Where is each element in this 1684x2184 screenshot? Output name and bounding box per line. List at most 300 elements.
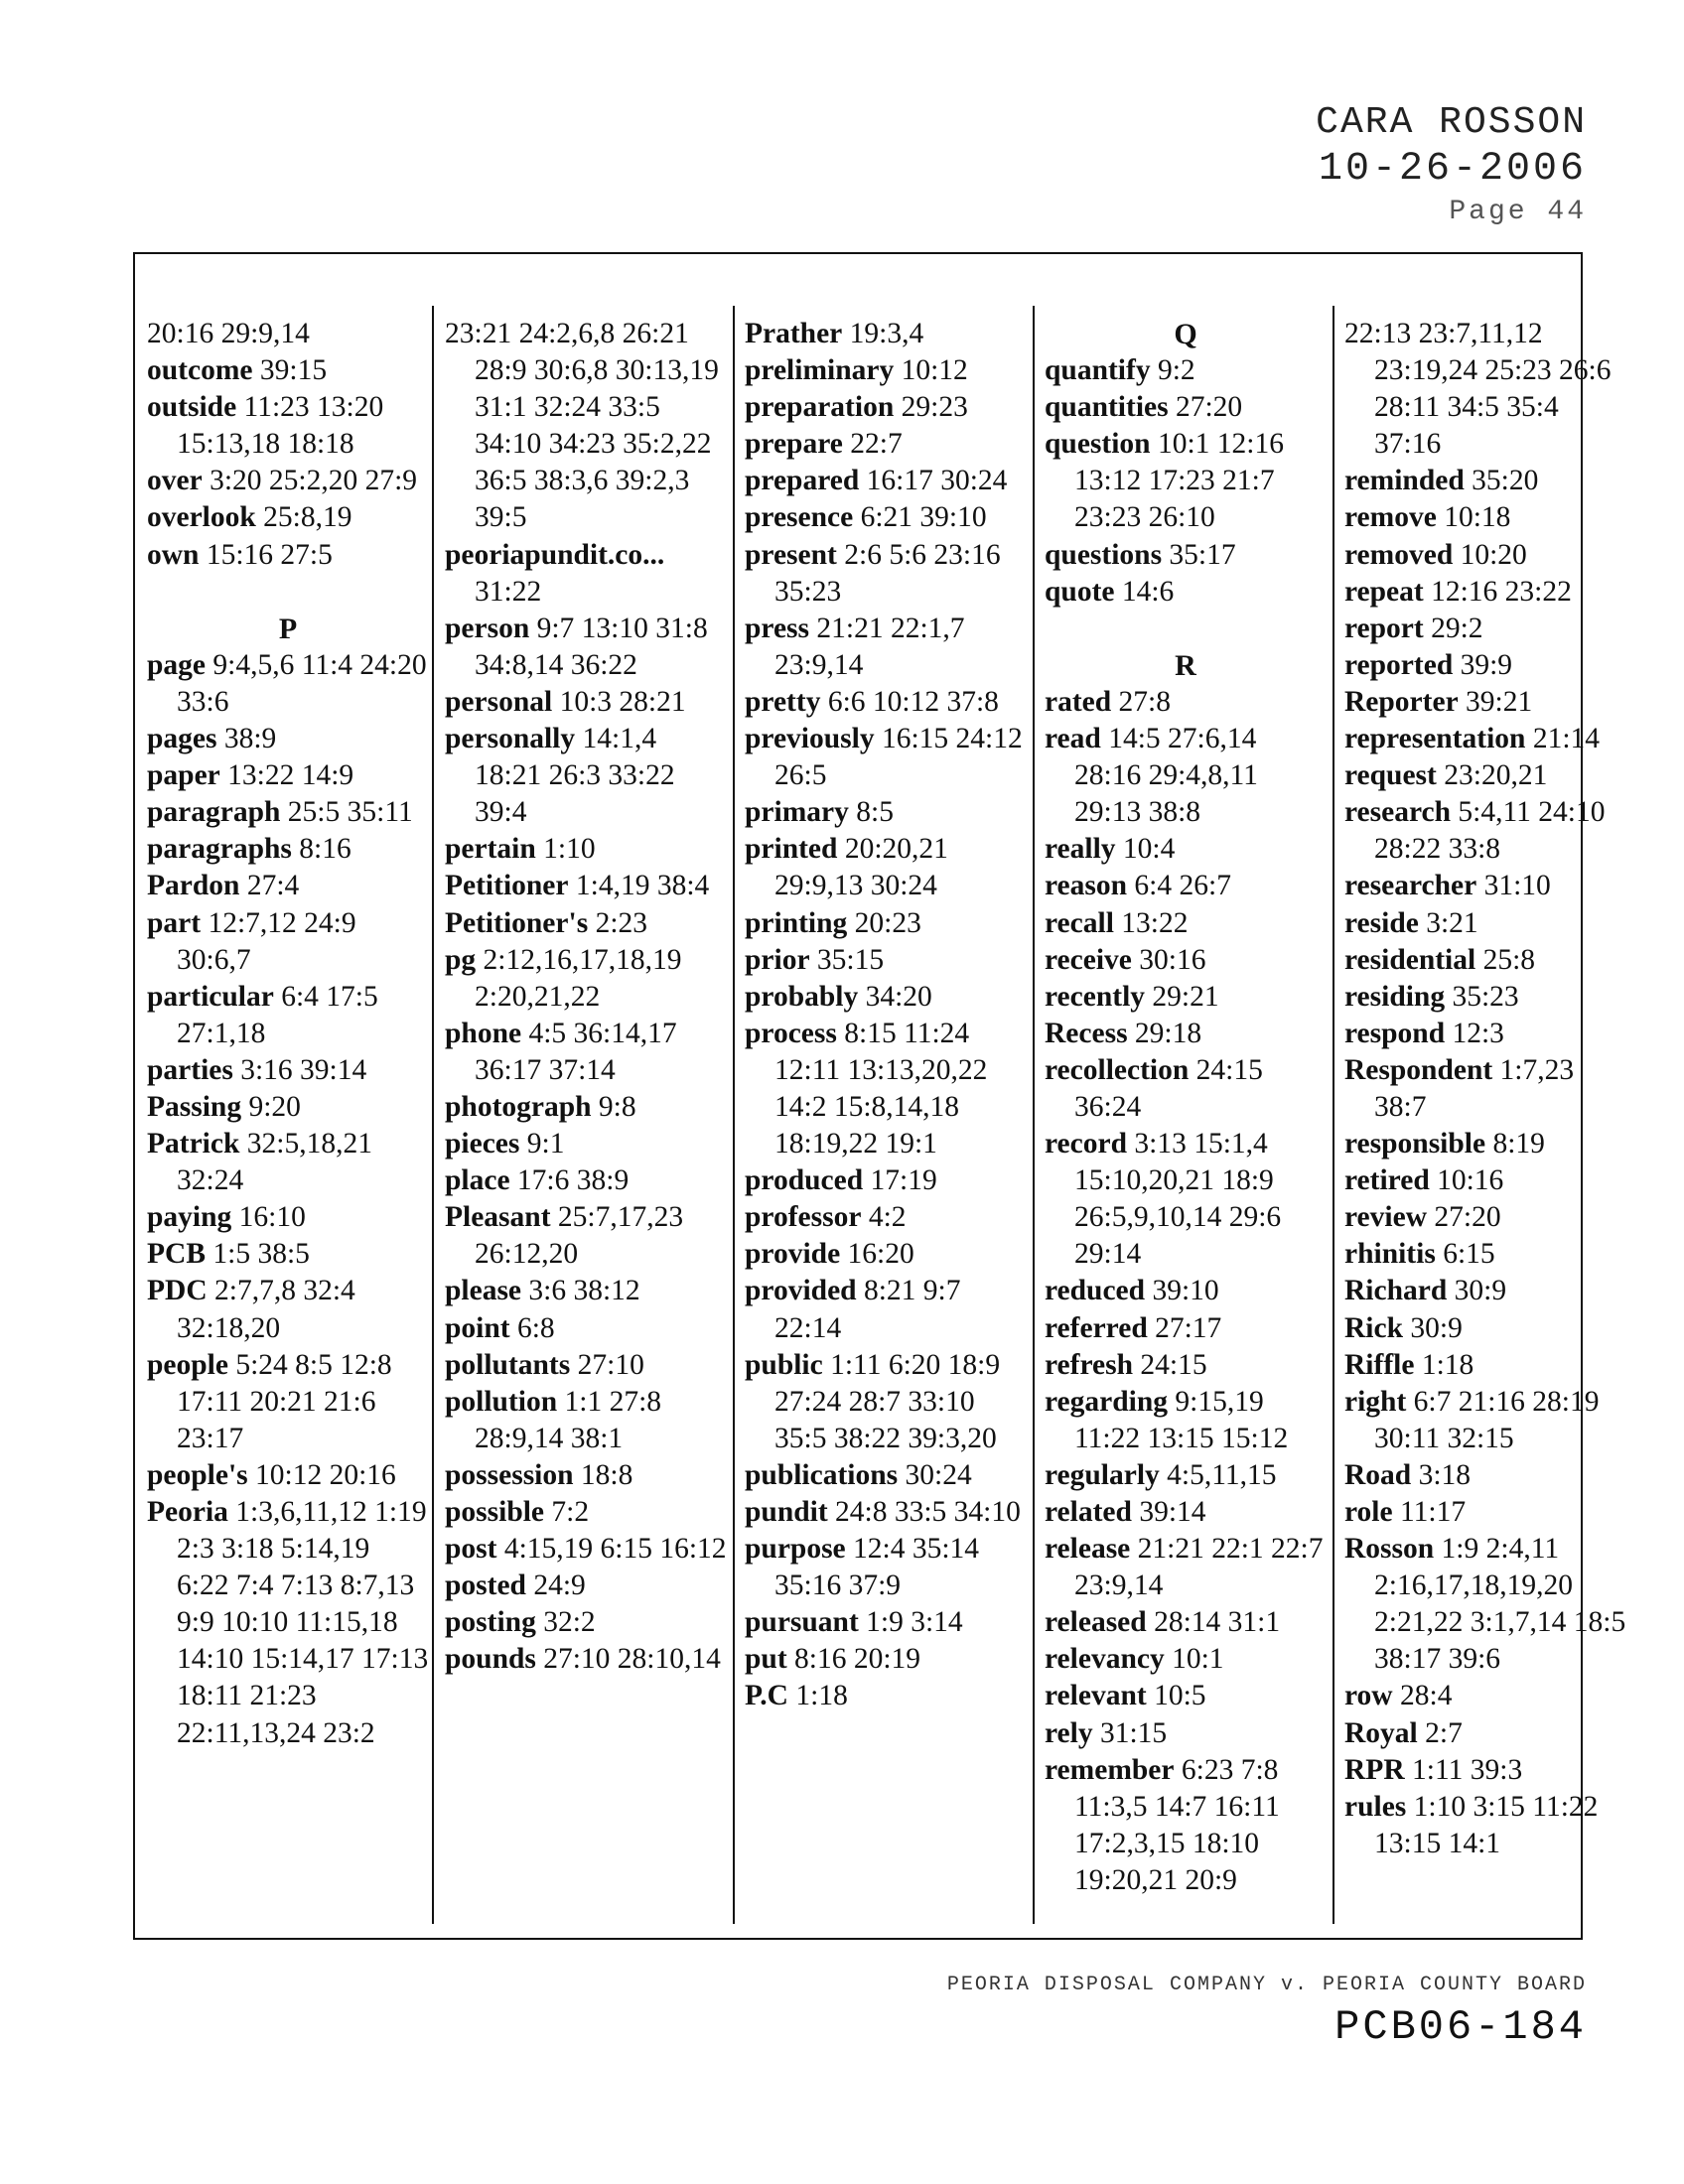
index-entry [147, 463, 429, 499]
page-line-refs: 38:9 [223, 723, 277, 755]
index-entry [445, 1347, 727, 1384]
index-column-3 [745, 316, 1027, 1715]
page-line-refs: 9:1 [526, 1128, 565, 1160]
index-word: previously [745, 723, 875, 755]
index-entry [1344, 721, 1626, 757]
page-line-refs: 1:10 [543, 833, 596, 866]
index-entry [1045, 1310, 1327, 1347]
index-entry [745, 1162, 1027, 1199]
index-entry [445, 942, 727, 1016]
index-word: row [1344, 1680, 1393, 1712]
index-word: representation [1344, 723, 1526, 755]
index-word: Respondent [1344, 1053, 1493, 1086]
index-entry [1045, 1531, 1327, 1604]
page-line-refs: 8:21 9:7 22:14 [774, 1275, 961, 1344]
index-word: relevancy [1045, 1643, 1165, 1676]
index-entry [445, 1310, 727, 1347]
index-word: public [745, 1348, 823, 1381]
index-word: pollutants [445, 1348, 571, 1381]
index-entry [147, 316, 429, 352]
index-entry [147, 831, 429, 868]
index-entry [1344, 1310, 1626, 1347]
index-word: provide [745, 1238, 841, 1271]
index-entry [147, 757, 429, 794]
page-line-refs: 27:20 [1175, 391, 1243, 424]
index-entry [745, 1347, 1027, 1457]
index-entry [1045, 868, 1327, 904]
index-entry [1344, 1347, 1626, 1384]
page-line-refs: 1:18 [1421, 1348, 1474, 1381]
index-entry [1344, 1789, 1626, 1862]
index-entry [1045, 1273, 1327, 1309]
index-entry [1045, 1752, 1327, 1899]
index-entry [1045, 1126, 1327, 1273]
index-entry [1344, 1016, 1626, 1052]
index-word: probably [745, 980, 859, 1013]
index-word: released [1045, 1606, 1147, 1639]
index-entry [1045, 537, 1327, 574]
index-word: related [1045, 1496, 1132, 1528]
index-word: pursuant [745, 1606, 859, 1639]
page-line-refs: 19:3,4 [849, 318, 924, 349]
index-word: pretty [745, 685, 821, 718]
page-line-refs: 3:21 [1426, 906, 1478, 939]
page-line-refs: 30:9 [1454, 1275, 1507, 1307]
index-entry [147, 905, 429, 979]
page-line-refs: 30:24 [905, 1458, 972, 1491]
index-word: Recess [1045, 1017, 1128, 1049]
index-word: regularly [1045, 1458, 1160, 1491]
index-entry [445, 1273, 727, 1309]
letter-heading: P [278, 612, 298, 645]
column-divider [733, 306, 735, 1924]
page-line-refs: 34:20 [865, 980, 932, 1013]
index-word: purpose [745, 1533, 846, 1566]
page-line-refs: 9:2 [1157, 354, 1195, 387]
index-word: researcher [1344, 870, 1477, 902]
page-line-refs: 12:7,12 24:9 30:6,7 [177, 906, 356, 976]
page-line-refs: 24:8 33:5 34:10 [835, 1496, 1021, 1528]
index-entry [147, 499, 429, 536]
page-line-refs: 29:18 [1134, 1017, 1202, 1049]
page-line-refs: 9:4,5,6 11:4 24:20 33:6 [177, 648, 427, 718]
page-line-refs: 30:16 [1139, 943, 1206, 976]
index-entry [745, 942, 1027, 979]
index-entry [1344, 794, 1626, 868]
index-entry [1344, 499, 1626, 536]
index-word: quantities [1045, 391, 1169, 424]
page-line-refs: 16:17 30:24 [866, 465, 1008, 497]
index-word: post [445, 1533, 497, 1566]
index-entry [1045, 426, 1327, 536]
index-word: reminded [1344, 465, 1465, 497]
page-line-refs: 39:10 [1152, 1275, 1219, 1307]
index-word: personally [445, 723, 576, 755]
page-line-refs: 16:15 24:12 26:5 [774, 723, 1023, 792]
index-word: particular [147, 980, 274, 1013]
page-line-refs: 16:10 [238, 1201, 306, 1234]
page-line-refs: 10:3 28:21 [559, 685, 686, 718]
page-line-refs: 4:5 36:14,17 36:17 37:14 [475, 1017, 677, 1086]
page-line-refs: 39:15 [259, 354, 328, 387]
index-word: peoriapundit.co... [445, 538, 665, 571]
index-entry [1344, 1531, 1626, 1678]
index-entry [1045, 1715, 1327, 1752]
index-entry [445, 1199, 727, 1273]
column-divider [1033, 306, 1035, 1924]
index-word: people's [147, 1458, 248, 1491]
index-word: quantify [1045, 354, 1151, 387]
page-line-refs: 9:8 [598, 1090, 636, 1123]
index-entry [1045, 1052, 1327, 1126]
index-word: posting [445, 1606, 536, 1639]
index-entry [147, 794, 429, 831]
index-entry [445, 1126, 727, 1162]
index-word: refresh [1045, 1348, 1134, 1381]
deposition-date: 10-26-2006 [1318, 147, 1587, 192]
index-word: Pardon [147, 870, 240, 902]
index-entry [1344, 905, 1626, 942]
page-line-refs: 6:4 17:5 27:1,18 [177, 980, 378, 1049]
page-line-refs: 23:20,21 [1444, 759, 1548, 792]
index-word: Petitioner's [445, 906, 589, 939]
page-line-refs: 35:17 [1169, 538, 1236, 571]
index-word: printed [745, 833, 838, 866]
index-entry [1045, 389, 1327, 426]
letter-heading: R [1175, 648, 1196, 682]
index-word: reduced [1045, 1275, 1146, 1307]
page-line-refs: 6:6 10:12 37:8 [827, 685, 999, 718]
index-entry [445, 1089, 727, 1126]
index-entry [1344, 1273, 1626, 1309]
index-entry [1344, 979, 1626, 1016]
index-word: own [147, 538, 200, 571]
index-word: really [1045, 833, 1116, 866]
index-word: place [445, 1164, 510, 1197]
page-line-refs: 10:1 12:16 13:12 17:23 21:7 23:23 26:10 [1074, 428, 1284, 534]
page-line-refs: 30:9 [1410, 1311, 1463, 1344]
index-entry [147, 979, 429, 1052]
page-line-refs: 28:4 [1400, 1680, 1453, 1712]
index-word: put [745, 1643, 787, 1676]
index-word: phone [445, 1017, 522, 1049]
index-entry [147, 1089, 429, 1126]
index-word: paragraph [147, 796, 281, 829]
page-line-refs: 2:23 [595, 906, 648, 939]
index-word: referred [1045, 1311, 1148, 1344]
index-word: relevant [1045, 1680, 1147, 1712]
index-entry [445, 684, 727, 721]
index-word: retired [1344, 1164, 1430, 1197]
index-entry [1045, 1457, 1327, 1494]
index-entry [1344, 1162, 1626, 1199]
page-line-refs: 27:17 [1155, 1311, 1222, 1344]
page-line-refs: 10:16 [1437, 1164, 1504, 1197]
index-entry [745, 1494, 1027, 1531]
index-word: rated [1045, 685, 1112, 718]
page-line-refs: 35:15 [816, 943, 885, 976]
index-word: pollution [445, 1385, 558, 1418]
index-word: Pleasant [445, 1201, 551, 1234]
page-line-refs: 9:20 [248, 1090, 301, 1123]
index-word: record [1045, 1128, 1127, 1160]
page-line-refs: 17:19 [870, 1164, 937, 1197]
index-entry [745, 794, 1027, 831]
page-line-refs: 12:3 [1452, 1017, 1504, 1049]
index-entry [745, 721, 1027, 794]
page-line-refs: 6:7 21:16 28:19 30:11 32:15 [1374, 1385, 1600, 1454]
index-entry [745, 1678, 1027, 1714]
index-word: residing [1344, 980, 1446, 1013]
page-line-refs: 4:2 [868, 1201, 907, 1234]
index-word: respond [1344, 1017, 1446, 1049]
index-column-1 [147, 316, 429, 1752]
page-line-refs: 1:11 39:3 [1412, 1753, 1523, 1786]
index-entry [445, 537, 727, 611]
index-entry [745, 1199, 1027, 1236]
index-word: reported [1344, 648, 1454, 681]
page-line-refs: 4:15,19 6:15 16:12 [503, 1533, 727, 1566]
index-word: request [1344, 759, 1437, 792]
index-entry [1045, 942, 1327, 979]
index-word: preliminary [745, 354, 895, 387]
page-line-refs: 1:9 3:14 [866, 1606, 963, 1639]
page-line-refs: 10:5 [1154, 1680, 1206, 1712]
index-word: residential [1344, 943, 1476, 976]
index-entry [745, 1531, 1027, 1604]
index-entry [1344, 757, 1626, 794]
index-entry [1045, 352, 1327, 389]
index-word: photograph [445, 1090, 592, 1123]
index-entry [745, 1236, 1027, 1273]
page-line-refs: 22:7 [850, 428, 903, 461]
page-line-refs: 1:18 [795, 1680, 848, 1712]
index-word: posted [445, 1570, 526, 1602]
index-entry [445, 1457, 727, 1494]
index-entry [745, 1604, 1027, 1641]
index-word: printing [745, 906, 848, 939]
page-line-refs: 17:6 38:9 [516, 1164, 630, 1197]
index-entry [147, 389, 429, 463]
index-word: prepared [745, 465, 860, 497]
index-entry [1344, 1457, 1626, 1494]
index-word: present [745, 538, 837, 571]
index-entry [445, 1604, 727, 1641]
page-line-refs: 32:2 [543, 1606, 596, 1639]
page-line-refs: 14:5 27:6,14 28:16 29:4,8,11 29:13 38:8 [1074, 723, 1258, 829]
page-line-refs: 6:8 [516, 1311, 555, 1344]
index-entry [147, 647, 429, 721]
column-divider [432, 306, 434, 1924]
page-line-refs: 21:21 22:1 22:7 23:9,14 [1074, 1533, 1324, 1602]
page-line-refs: 3:13 15:1,4 15:10,20,21 18:9 26:5,9,10,14 29:6 29:14 [1074, 1128, 1282, 1271]
page-line-refs: 6:23 7:8 11:3,5 14:7 16:11 17:2,3,15 18:10 19:20,21 20:9 [1074, 1753, 1280, 1896]
page-line-refs: 18:8 [580, 1458, 633, 1491]
index-word: Rosson [1344, 1533, 1435, 1566]
index-word: presence [745, 501, 854, 534]
page-number: Page 44 [1449, 197, 1587, 227]
index-entry [745, 499, 1027, 536]
page-line-refs: 11:17 [1399, 1496, 1467, 1528]
index-entry [445, 721, 727, 831]
page-line-refs: 10:4 [1122, 833, 1176, 866]
index-entry [147, 1236, 429, 1273]
page-line-refs: 35:20 [1472, 465, 1539, 497]
index-entry [1045, 1347, 1327, 1384]
page-line-refs: 20:23 [854, 906, 921, 939]
index-word: outcome [147, 354, 253, 387]
index-entry [1045, 1678, 1327, 1714]
page-line-refs: 10:1 [1172, 1643, 1224, 1676]
index-entry [1344, 1236, 1626, 1273]
page-line-refs: 35:23 [1452, 980, 1519, 1013]
page-line-refs: 31:22 [475, 575, 542, 608]
index-word: person [445, 612, 530, 644]
index-entry [445, 831, 727, 868]
index-entry [445, 316, 727, 537]
index-entry [147, 1347, 429, 1457]
index-entry [445, 868, 727, 904]
index-word: process [745, 1017, 837, 1049]
page-line-refs: 14:6 [1121, 575, 1175, 608]
index-word: right [1344, 1385, 1407, 1418]
index-word: part [147, 906, 202, 939]
index-entry [445, 1568, 727, 1604]
index-word: quote [1045, 575, 1115, 608]
index-word: RPR [1344, 1753, 1405, 1786]
index-word: recently [1045, 980, 1146, 1013]
index-word: provided [745, 1275, 857, 1307]
page-line-refs: 1:9 2:4,11 2:16,17,18,19,20 2:21,22 3:1,7,14 18:5 38:17 39:6 [1374, 1533, 1626, 1676]
page-line-refs: 6:15 [1443, 1238, 1495, 1271]
case-number: PCB06-184 [1334, 2003, 1587, 2051]
column-divider [1333, 306, 1334, 1924]
page-line-refs: 10:12 [901, 354, 968, 387]
page-line-refs: 16:20 [847, 1238, 914, 1271]
index-entry [745, 611, 1027, 684]
page-line-refs: 22:13 23:7,11,12 23:19,24 25:23 26:6 28:11 34:5 35:4 37:16 [1344, 318, 1612, 461]
index-entry [745, 537, 1027, 611]
page-line-refs: 15:16 27:5 [206, 538, 333, 571]
page-line-refs: 20:20,21 29:9,13 30:24 [774, 833, 948, 902]
page-line-refs: 31:10 [1483, 870, 1551, 902]
index-entry [1344, 463, 1626, 499]
page-line-refs: 29:21 [1152, 980, 1219, 1013]
index-entry [745, 316, 1027, 352]
page-line-refs: 27:8 [1118, 685, 1171, 718]
page-line-refs: 6:4 26:7 [1134, 870, 1231, 902]
index-word: prepare [745, 428, 843, 461]
page-line-refs: 9:7 13:10 31:8 34:8,14 36:22 [475, 612, 708, 681]
page-line-refs: 21:14 [1532, 723, 1601, 755]
index-entry [745, 1016, 1027, 1162]
page-line-refs: 29:2 [1431, 612, 1483, 644]
section-spacer [1045, 611, 1327, 647]
index-word: pieces [445, 1128, 520, 1160]
index-entry [1045, 1494, 1327, 1531]
index-entry [1045, 721, 1327, 831]
page-line-refs: 10:18 [1444, 501, 1511, 534]
page-line-refs: 12:16 23:22 [1431, 575, 1572, 608]
index-word: point [445, 1311, 510, 1344]
index-word: receive [1045, 943, 1132, 976]
page-line-refs: 5:4,11 24:10 28:22 33:8 [1374, 796, 1606, 866]
index-entry [1045, 979, 1327, 1016]
index-entry [147, 1126, 429, 1199]
index-word: pundit [745, 1496, 828, 1528]
index-entry [1344, 1678, 1626, 1714]
index-entry [147, 1457, 429, 1494]
index-entry [1045, 1641, 1327, 1678]
index-word: repeat [1344, 575, 1424, 608]
page-line-refs: 39:9 [1460, 648, 1513, 681]
page-line-refs: 31:15 [1099, 1716, 1168, 1749]
page-line-refs: 1:11 6:20 18:9 27:24 28:7 33:10 35:5 38:22 39:3,20 [774, 1348, 1001, 1454]
page-line-refs: 1:1 27:8 28:9,14 38:1 [475, 1385, 662, 1454]
index-entry [1344, 537, 1626, 574]
index-entry [1344, 1384, 1626, 1457]
page-line-refs: 2:12,16,17,18,19 2:20,21,22 [475, 943, 682, 1013]
page-line-refs: 13:22 14:9 [227, 759, 354, 792]
page-line-refs: 3:16 39:14 [240, 1053, 367, 1086]
index-word: personal [445, 685, 553, 718]
page-line-refs: 1:5 38:5 [212, 1238, 310, 1271]
index-word: reside [1344, 906, 1419, 939]
page-line-refs: 39:21 [1466, 685, 1533, 718]
page-line-refs: 6:21 39:10 [860, 501, 987, 534]
page-line-refs: 3:18 [1418, 1458, 1472, 1491]
index-entry [745, 426, 1027, 463]
index-entry [147, 721, 429, 757]
index-word: P.C [745, 1680, 788, 1712]
page-line-refs: 24:15 [1140, 1348, 1207, 1381]
index-word: please [445, 1275, 522, 1307]
index-word: pages [147, 723, 217, 755]
index-word: rely [1045, 1716, 1093, 1749]
index-word: pg [445, 943, 477, 976]
index-word: over [147, 465, 203, 497]
index-entry [1344, 868, 1626, 904]
index-entry [147, 352, 429, 389]
page-line-refs: 7:2 [551, 1496, 590, 1528]
page-line-refs: 1:3,6,11,12 1:19 2:3 3:18 5:14,19 6:22 7:4 7:13 8:7,13 9:9 10:10 11:15,18 14:10 15:14,17 17:13 18:11 21:23 22:11,13,24 23:2 [177, 1496, 429, 1749]
page-line-refs: 10:12 20:16 [255, 1458, 396, 1491]
index-word: primary [745, 796, 849, 829]
index-entry [445, 611, 727, 684]
index-entry [745, 352, 1027, 389]
page-line-refs: 13:22 [1121, 906, 1189, 939]
page-line-refs: 3:20 25:2,20 27:9 [210, 465, 418, 497]
index-word: rhinitis [1344, 1238, 1436, 1271]
page-line-refs: 24:15 36:24 [1074, 1053, 1263, 1123]
page-line-refs: 32:5,18,21 32:24 [177, 1128, 372, 1197]
index-word: professor [745, 1201, 862, 1234]
index-word: regarding [1045, 1385, 1169, 1418]
page-line-refs: 5:24 8:5 12:8 17:11 20:21 21:6 23:17 [177, 1348, 392, 1454]
index-entry [745, 1641, 1027, 1678]
index-word: question [1045, 428, 1151, 461]
page-line-refs: 2:7,7,8 32:4 32:18,20 [177, 1275, 355, 1344]
index-entry [1344, 1752, 1626, 1789]
index-word: page [147, 648, 206, 681]
index-word: PCB [147, 1238, 206, 1271]
page-line-refs: 29:23 [901, 391, 968, 424]
index-word: reason [1045, 870, 1128, 902]
index-word: paying [147, 1201, 232, 1234]
index-word: parties [147, 1053, 233, 1086]
page-line-refs: 8:5 [856, 796, 894, 829]
index-entry [1045, 831, 1327, 868]
